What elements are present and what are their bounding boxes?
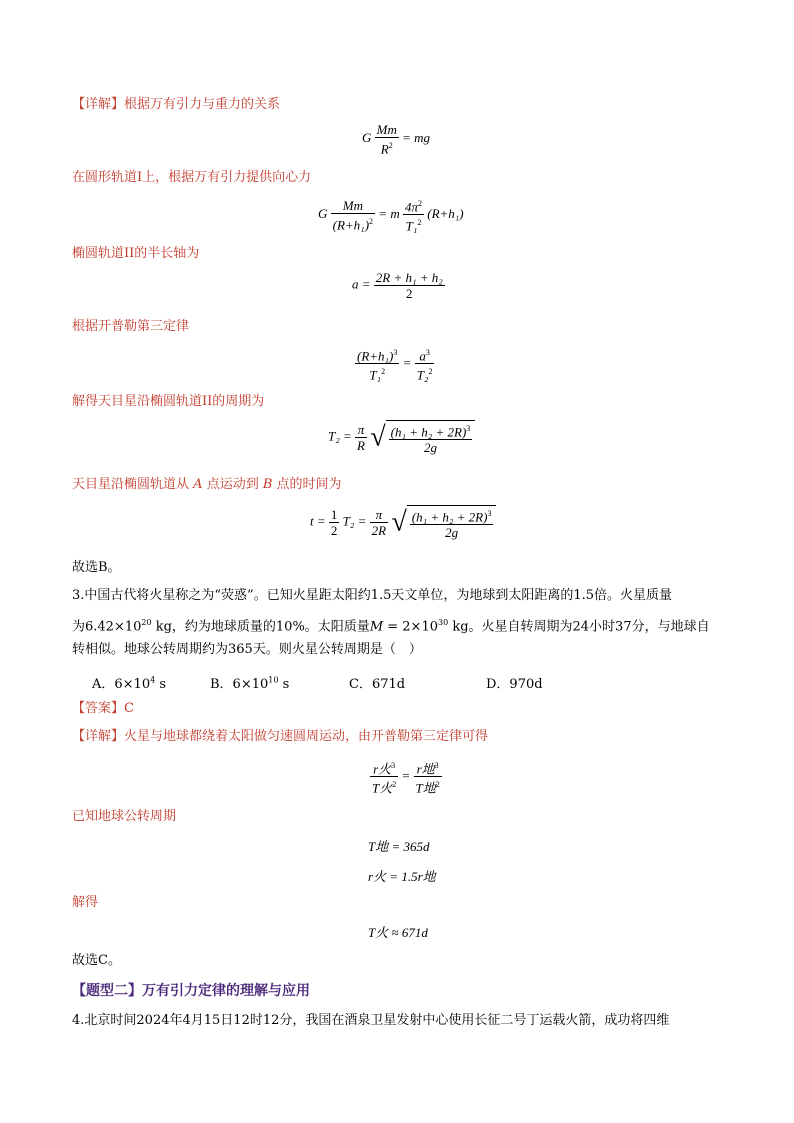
f2-frac bbox=[331, 198, 375, 232]
f4-den-text: T₁ bbox=[369, 367, 382, 383]
f3-den: 2 bbox=[406, 286, 413, 301]
f1-frac bbox=[375, 122, 399, 156]
known-line: 已知地球公转周期 bbox=[72, 809, 177, 824]
f4-rnum: $a^3$ bbox=[415, 345, 435, 364]
f6-radicand bbox=[407, 505, 497, 540]
choice-b-line: 故选B。 bbox=[72, 560, 121, 575]
formula-mars-earth-kepler bbox=[370, 758, 442, 796]
f7-n1-text: r火 bbox=[373, 761, 392, 777]
formula-period-t2 bbox=[328, 420, 475, 455]
f7-frac-left bbox=[370, 758, 398, 796]
option-b-unit: s bbox=[278, 677, 290, 692]
q3-part-b: kg，约为地球质量的10%。太阳质量 bbox=[151, 619, 370, 635]
q3-part-d: kg。火星自转周期为24小时37分，与地球自 bbox=[448, 619, 710, 635]
f7-d1: T火$^2$ bbox=[372, 780, 397, 796]
f7-d2-text: T地 bbox=[415, 780, 436, 796]
detail-line-3: 椭圆轨道II的半长轴为 bbox=[72, 246, 200, 261]
f1-num: Mm bbox=[376, 122, 397, 137]
f7-n2: r地$^3$ bbox=[414, 758, 442, 777]
option-d[interactable]: D．970d bbox=[486, 677, 543, 692]
f6-lhs: t = bbox=[310, 513, 326, 529]
f6-mid: T₂ = bbox=[342, 513, 367, 529]
question-3-line-1: 3.中国古代将火星称之为“荧惑”。已知火星距太阳约1.5天文单位，为地球到太阳距离的1.5倍。火星质量 bbox=[72, 588, 673, 603]
q3-sun-mass: = 2×10 bbox=[383, 619, 438, 635]
f7-d1-text: T火 bbox=[372, 780, 393, 796]
f4-rden: T₂$^2$ bbox=[416, 367, 433, 383]
detail-line-5: 解得天目星沿椭圆轨道II的周期为 bbox=[72, 394, 265, 409]
f6-frac-pi bbox=[370, 507, 388, 538]
option-b[interactable] bbox=[210, 673, 289, 692]
q3-mass-exp: 20 bbox=[141, 618, 152, 627]
f2-frac2 bbox=[403, 196, 424, 234]
f6-n1: 1 bbox=[330, 507, 338, 523]
f1-rhs: = mg bbox=[402, 130, 431, 146]
option-a-exp: 4 bbox=[150, 675, 156, 685]
formula-gravity-weight bbox=[362, 122, 430, 156]
point-a-label: A bbox=[193, 477, 203, 492]
f4-eq: = bbox=[402, 354, 412, 370]
f6-rnum: $(h_1 + h_2 + 2R)^3$ bbox=[410, 506, 494, 525]
f6-d1: 2 bbox=[330, 523, 338, 539]
l6-part-c: 点运动到 bbox=[206, 477, 259, 492]
f5-radicand bbox=[386, 420, 476, 455]
f4-rden-text: T₂ bbox=[416, 367, 429, 383]
f7-n2-text: r地 bbox=[416, 761, 435, 777]
question-4-line: 4.北京时间2024年4月15日12时12分，我国在酒泉卫星发射中心使用长征二号丁运载火箭，成功将四维 bbox=[72, 1013, 670, 1028]
f2-fnum-text: 4π bbox=[404, 199, 418, 215]
f7-frac-right bbox=[414, 758, 442, 796]
detail-line-4: 根据开普勒第三定律 bbox=[72, 319, 190, 334]
f6-sqrt-sign: √ bbox=[391, 506, 407, 538]
f5-rden: 2g bbox=[423, 440, 437, 456]
f5-rnum: $(h_1 + h_2 + 2R)^3$ bbox=[389, 421, 473, 440]
f5-rnum-text: (h₁ + h₂ + 2R) bbox=[390, 424, 467, 440]
f5-radfrac bbox=[389, 421, 473, 455]
formula-semi-major-axis bbox=[352, 270, 445, 301]
formula-mars-period: T火 ≈ 671d bbox=[368, 925, 428, 940]
f4-num-text: (R+h₁) bbox=[357, 348, 394, 364]
question-3-line-2 bbox=[72, 614, 710, 636]
f6-rnum-text: (h₁ + h₂ + 2R) bbox=[411, 509, 488, 525]
f6-rden: 2g bbox=[445, 525, 459, 541]
solve-line: 解得 bbox=[72, 895, 99, 910]
detail-line-6 bbox=[72, 476, 342, 494]
detail-2-line: 【详解】火星与地球都绕着太阳做匀速圆周运动，由开普勒第三定律可得 bbox=[72, 729, 489, 744]
f4-den: T₁$^2$ bbox=[369, 367, 386, 383]
f2-fnum: $4\pi^2$ bbox=[403, 196, 424, 215]
f1-den-text: R bbox=[380, 141, 389, 157]
f2-fden: T₁$^2$ bbox=[405, 218, 422, 234]
q3-symbol-m: M bbox=[369, 619, 384, 635]
f6-frac-half bbox=[329, 507, 340, 538]
f2-den-text: (R+h₁) bbox=[332, 216, 370, 232]
f6-n2: π bbox=[370, 507, 388, 523]
f7-eq: = bbox=[401, 767, 411, 783]
f2-g: G bbox=[318, 205, 328, 221]
f7-d2: T地$^2$ bbox=[415, 780, 440, 796]
f6-d2: 2R bbox=[371, 523, 387, 539]
f5-frac bbox=[355, 422, 367, 453]
f2-fden-text: T₁ bbox=[405, 218, 418, 234]
q3-sun-exp: 30 bbox=[438, 618, 449, 627]
detail-line-2: 在圆形轨道I上，根据万有引力提供向心力 bbox=[72, 170, 312, 185]
f2-eq: = m bbox=[378, 205, 400, 221]
option-b-text: B．6×10 bbox=[210, 677, 269, 692]
answer-line: 【答案】C bbox=[72, 701, 134, 716]
f2-den: $(R+h_1)^2$ bbox=[332, 216, 374, 232]
f6-radfrac bbox=[410, 506, 494, 540]
formula-kepler-third bbox=[355, 345, 434, 383]
formula-earth-period: T地 = 365d bbox=[368, 839, 430, 854]
f5-sqrt-sign: √ bbox=[370, 421, 386, 453]
f3-lhs: a = bbox=[352, 276, 371, 292]
f4-frac-left bbox=[355, 345, 399, 383]
detail-line-1: 【详解】根据万有引力与重力的关系 bbox=[72, 97, 281, 112]
f2-tail: (R+h₁) bbox=[427, 205, 464, 221]
option-a[interactable] bbox=[92, 673, 166, 692]
f4-rnum-text: a bbox=[419, 348, 426, 364]
f5-den: R bbox=[357, 438, 365, 454]
point-b-label: B bbox=[262, 477, 273, 492]
option-b-exp: 10 bbox=[268, 675, 279, 685]
f7-n1: r火$^3$ bbox=[370, 758, 398, 777]
f4-num: $(R+h_1)^3$ bbox=[355, 345, 399, 364]
f5-lhs: T₂ = bbox=[328, 428, 352, 444]
l6-part-a: 天目星沿椭圆轨道从 bbox=[72, 477, 190, 492]
section-heading: 【题型二】万有引力定律的理解与应用 bbox=[72, 983, 310, 999]
l6-part-e: 点的时间为 bbox=[276, 477, 342, 492]
q3-mass-value: 为6.42×10 bbox=[72, 619, 142, 635]
formula-mars-radius: r火 = 1.5r地 bbox=[368, 869, 436, 884]
question-3-line-3: 转相似。地球公转周期约为365天。则火星公转周期是（ ） bbox=[72, 642, 422, 657]
f1-den: $R^2$ bbox=[380, 141, 393, 157]
f4-frac-right bbox=[415, 345, 435, 383]
option-c[interactable]: C．671d bbox=[349, 677, 406, 692]
option-a-unit: s bbox=[155, 677, 167, 692]
formula-time-t bbox=[310, 505, 496, 540]
f2-num: Mm bbox=[331, 198, 375, 214]
choice-c-line: 故选C。 bbox=[72, 953, 121, 968]
f1-g: G bbox=[362, 130, 372, 146]
option-a-text: A．6×10 bbox=[92, 677, 151, 692]
f3-frac bbox=[374, 270, 445, 301]
formula-centripetal bbox=[318, 196, 464, 234]
f3-num: 2R + h₁ + h₂ bbox=[375, 270, 443, 285]
f5-num: π bbox=[355, 422, 367, 438]
